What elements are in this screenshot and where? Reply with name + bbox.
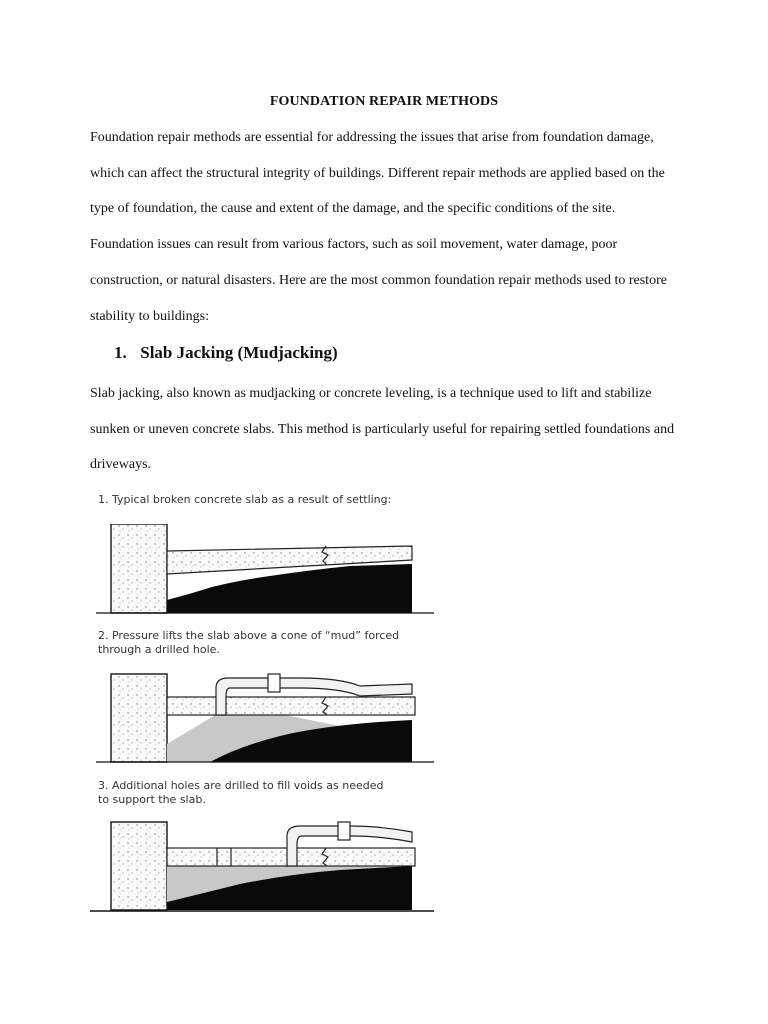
section-heading-slab-jacking bbox=[114, 343, 338, 363]
section-number: 1. bbox=[114, 343, 127, 362]
hose-coupling bbox=[338, 822, 350, 840]
slab-jacking-figure bbox=[90, 486, 434, 916]
diagram-broken-slab bbox=[90, 524, 434, 616]
document-title: FOUNDATION REPAIR METHODS bbox=[269, 94, 499, 109]
hose-coupling bbox=[268, 674, 280, 692]
figure-caption-step-2: 2. Pressure lifts the slab above a cone of “mud” forced through a drilled hole. bbox=[98, 629, 400, 656]
figure-caption-step-1: 1. Typical broken concrete slab as a result of settling: bbox=[98, 493, 392, 506]
wall bbox=[111, 674, 167, 762]
diagram-additional-holes bbox=[90, 814, 434, 914]
wall bbox=[111, 822, 167, 910]
slab bbox=[167, 697, 415, 715]
wall bbox=[111, 524, 167, 613]
diagram-pressure-lift bbox=[90, 666, 434, 766]
section-heading-text: Slab Jacking (Mudjacking) bbox=[140, 343, 338, 362]
slab-jacking-paragraph: Slab jacking, also known as mudjacking or concrete leveling, is a technique used to lift and stabilize sunken or uneven concrete slabs. This method is particularly useful for repairing settled foundations and driveways. bbox=[90, 386, 675, 473]
intro-paragraph: Foundation repair methods are essential for addressing the issues that arise from foundation damage, which can affect the structural integrity of buildings. Different repair methods are applied based on the type of foundation, the cause and extent of the damage, and the specific conditions of the site. Foundation issues can result from various factors, such as soil movement, water damage, poor construction, or natural disasters. Here are the most common foundation repair methods used to restore stability to buildings: bbox=[90, 130, 667, 324]
figure-caption-step-3: 3. Additional holes are drilled to fill voids as needed to support the slab. bbox=[98, 779, 384, 806]
